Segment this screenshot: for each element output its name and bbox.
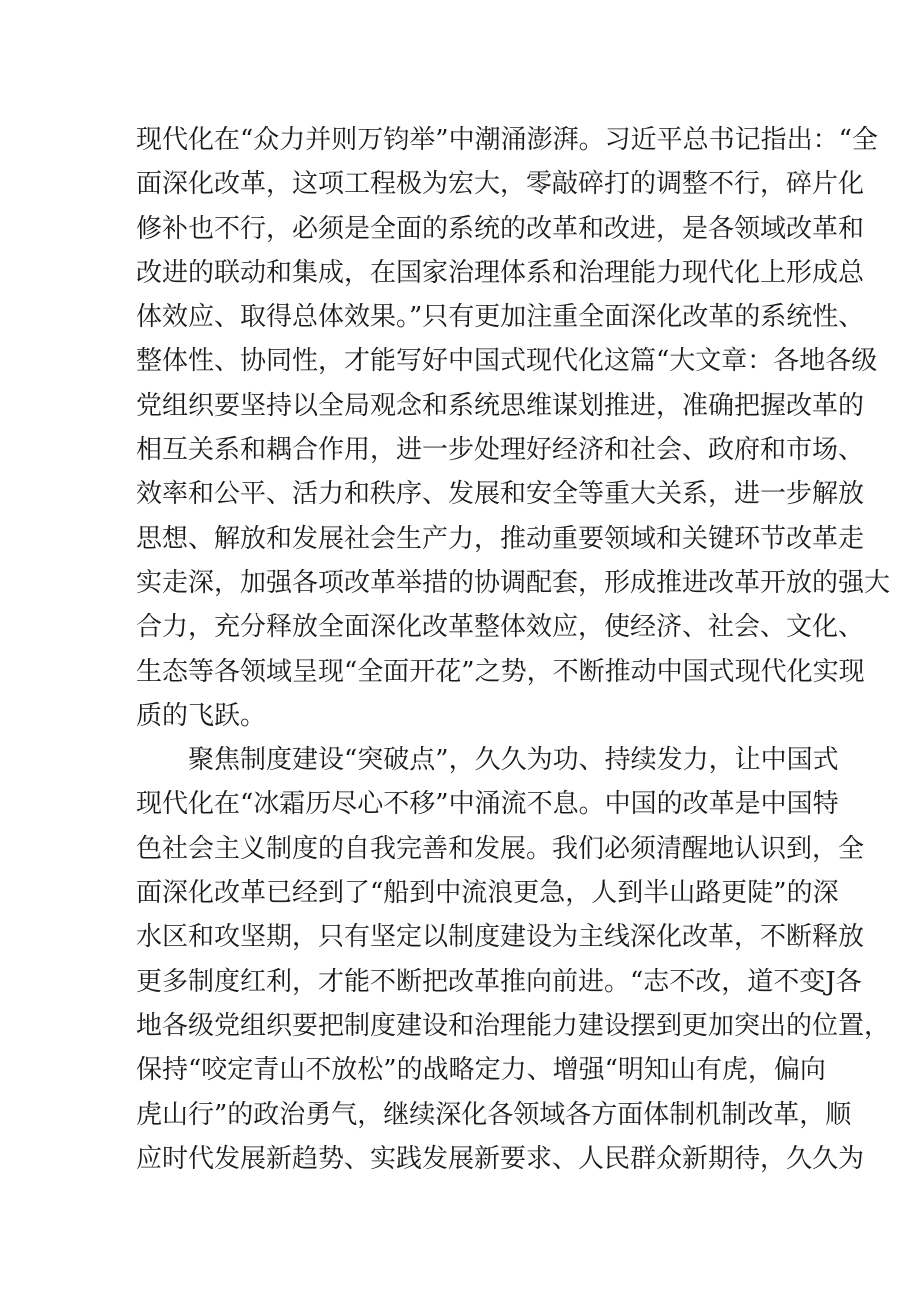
text-line: 面深化改革，这项工程极为宏大，零敲碎打的调整不行，碎片化: [136, 169, 865, 200]
text-line: 党组织要坚持以全局观念和系统思维谋划推进，准确把握改革的: [136, 390, 865, 421]
text-line: 更多制度红利，才能不断把改革推向前进。“志不改，道不变J各: [136, 966, 862, 997]
text-line: 思想、解放和发展社会生产力，推动重要领域和关键环节改革走: [136, 523, 865, 554]
paragraph-2: [136, 738, 891, 1181]
document-body: [136, 118, 891, 1181]
text-line: 修补也不行，必须是全面的系统的改革和改进，是各领域改革和: [136, 213, 865, 244]
text-line: 实走深，加强各项改革举措的协调配套，形成推进改革开放的强大: [136, 567, 891, 598]
text-line: 整体性、协同性，才能写好中国式现代化这篇“大文章：各地各级: [136, 346, 878, 377]
text-line: 水区和攻坚期，只有坚定以制度建设为主线深化改革，不断释放: [136, 922, 865, 953]
text-line: 效率和公平、活力和秩序、发展和安全等重大关系，进一步解放: [136, 479, 865, 510]
text-line: 相互关系和耦合作用，进一步处理好经济和社会、政府和市场、: [136, 435, 865, 466]
text-line: 合力，充分释放全面深化改革整体效应，使经济、社会、文化、: [136, 612, 865, 643]
text-line: 虎山行”的政治勇气，继续深化各领域各方面体制机制改革，顺: [136, 1099, 852, 1130]
text-line: 应时代发展新趋势、实践发展新要求、人民群众新期待，久久为: [136, 1143, 865, 1174]
paragraph-1: [136, 118, 891, 738]
text-line: 保持“咬定青山不放松”的战略定力、增强“明知山有虎，偏向: [136, 1055, 826, 1086]
text-line: 聚焦制度建设“突破点”，久久为功、持续发力，让中国式: [188, 745, 839, 776]
text-line: 体效应、取得总体效果。”只有更加注重全面深化改革的系统性、: [136, 302, 865, 333]
text-line: 生态等各领域呈现“全面开花”之势，不断推动中国式现代化实现: [136, 656, 865, 687]
text-line: 地各级党组织要把制度建设和治理能力建设摆到更加突出的位置，: [136, 1010, 891, 1041]
text-line: 面深化改革已经到了“船到中流浪更急，人到半山路更陡”的深: [136, 878, 839, 909]
text-line: 质的飞跃。: [136, 700, 267, 731]
text-line: 色社会主义制度的自我完善和发展。我们必须清醒地认识到，全: [136, 833, 865, 864]
text-line: 改进的联动和集成，在国家治理体系和治理能力现代化上形成总: [136, 257, 865, 288]
text-line: 现代化在“众力并则万钧举”中潮涌澎湃。习近平总书记指出：“全: [136, 125, 878, 155]
text-line: 现代化在“冰霜历尽心不移”中涌流不息。中国的改革是中国特: [136, 789, 839, 820]
